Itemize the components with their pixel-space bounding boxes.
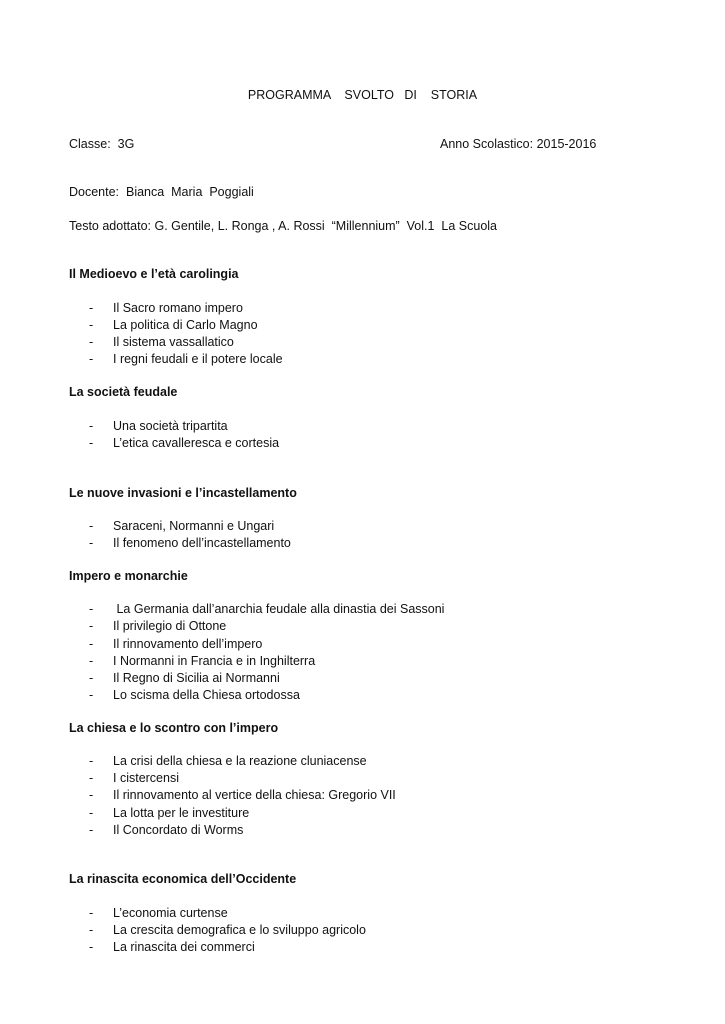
school-year-label: Anno Scolastico: 2015-2016: [440, 137, 597, 151]
list-item: [0, 687, 725, 703]
section-heading: La rinascita economica dell’Occidente: [69, 872, 297, 886]
bullet-dash: -: [89, 637, 94, 651]
list-item: [0, 418, 725, 434]
list-item-text: Il Regno di Sicilia ai Normanni: [113, 671, 280, 685]
list-item-text: I Normanni in Francia e in Inghilterra: [113, 654, 316, 668]
section-heading: La società feudale: [69, 385, 178, 399]
section-heading: Il Medioevo e l’età carolingia: [69, 267, 239, 281]
bullet-dash: -: [89, 619, 94, 633]
bullet-dash: -: [89, 788, 94, 802]
teacher-label: Docente: Bianca Maria Poggiali: [69, 185, 254, 199]
section-heading: Le nuove invasioni e l’incastellamento: [69, 486, 297, 500]
list-item: [0, 670, 725, 686]
bullet-dash: -: [89, 519, 94, 533]
bullet-dash: -: [89, 318, 94, 332]
list-item: [0, 317, 725, 333]
bullet-dash: -: [89, 352, 94, 366]
textbook-label: Testo adottato: G. Gentile, L. Ronga , A. Rossi “Millennium” Vol.1 La Scuola: [69, 219, 497, 233]
section-heading: Impero e monarchie: [69, 569, 188, 583]
list-item-text: I regni feudali e il potere locale: [113, 352, 283, 366]
list-item: [0, 939, 725, 955]
list-item-text: Il Concordato di Worms: [113, 823, 244, 837]
bullet-dash: -: [89, 906, 94, 920]
list-item-text: La rinascita dei commerci: [113, 940, 255, 954]
list-item-text: Il Sacro romano impero: [113, 301, 243, 315]
bullet-dash: -: [89, 688, 94, 702]
list-item: [0, 601, 725, 617]
bullet-dash: -: [89, 602, 94, 616]
list-item: [0, 636, 725, 652]
list-item: [0, 351, 725, 367]
list-item-text: La lotta per le investiture: [113, 806, 250, 820]
list-item-text: La Germania dall’anarchia feudale alla dinastia dei Sassoni: [113, 602, 445, 616]
bullet-dash: -: [89, 923, 94, 937]
list-item-text: Saraceni, Normanni e Ungari: [113, 519, 275, 533]
list-item: [0, 334, 725, 350]
bullet-dash: -: [89, 823, 94, 837]
list-item-text: L’etica cavalleresca e cortesia: [113, 436, 280, 450]
list-item-text: L’economia curtense: [113, 906, 228, 920]
list-item-text: Una società tripartita: [113, 419, 228, 433]
bullet-dash: -: [89, 671, 94, 685]
list-item-text: La politica di Carlo Magno: [113, 318, 258, 332]
bullet-dash: -: [89, 771, 94, 785]
list-item: [0, 535, 725, 551]
list-item: [0, 753, 725, 769]
list-item: [0, 618, 725, 634]
bullet-dash: -: [89, 301, 94, 315]
list-item: [0, 922, 725, 938]
list-item: [0, 518, 725, 534]
list-item: [0, 435, 725, 451]
bullet-dash: -: [89, 436, 94, 450]
bullet-dash: -: [89, 419, 94, 433]
bullet-dash: -: [89, 754, 94, 768]
list-item-text: I cistercensi: [113, 771, 179, 785]
list-item: [0, 653, 725, 669]
class-label: Classe: 3G: [69, 137, 135, 151]
list-item: [0, 787, 725, 803]
list-item: [0, 805, 725, 821]
list-item-text: La crisi della chiesa e la reazione cluniacense: [113, 754, 367, 768]
list-item-text: Il privilegio di Ottone: [113, 619, 227, 633]
list-item-text: Il rinnovamento al vertice della chiesa: Gregorio VII: [113, 788, 396, 802]
list-item: [0, 770, 725, 786]
bullet-dash: -: [89, 335, 94, 349]
document-title: PROGRAMMA SVOLTO DI STORIA: [247, 88, 478, 102]
bullet-dash: -: [89, 654, 94, 668]
bullet-dash: -: [89, 536, 94, 550]
section-heading: La chiesa e lo scontro con l’impero: [69, 721, 279, 735]
list-item: [0, 300, 725, 316]
list-item-text: Il fenomeno dell’incastellamento: [113, 536, 291, 550]
bullet-dash: -: [89, 806, 94, 820]
list-item: [0, 905, 725, 921]
list-item-text: Lo scisma della Chiesa ortodossa: [113, 688, 300, 702]
bullet-dash: -: [89, 940, 94, 954]
list-item: [0, 822, 725, 838]
list-item-text: La crescita demografica e lo sviluppo agricolo: [113, 923, 366, 937]
list-item-text: Il sistema vassallatico: [113, 335, 234, 349]
list-item-text: Il rinnovamento dell’impero: [113, 637, 263, 651]
